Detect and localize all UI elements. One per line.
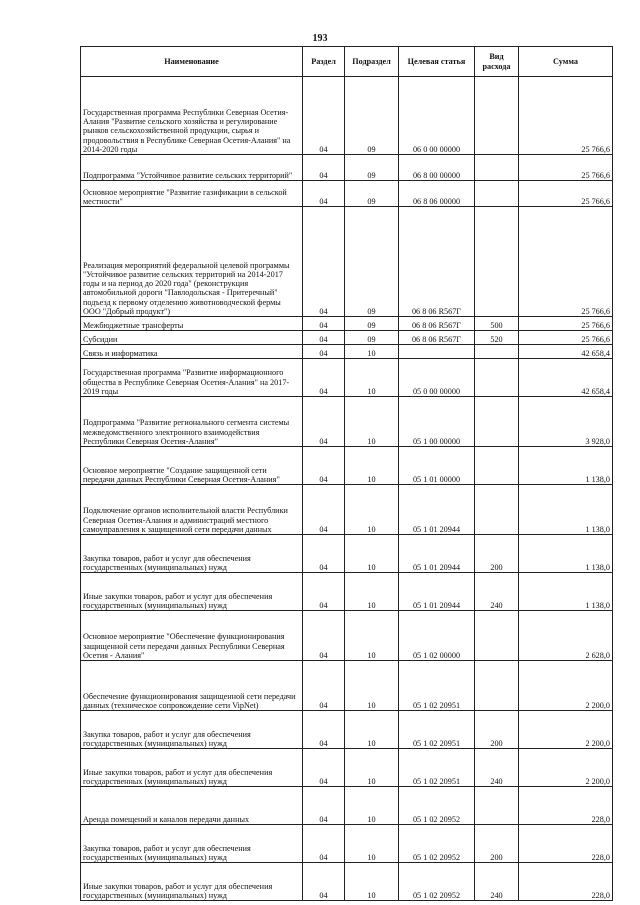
- row-target: 06 8 06 R567Г: [399, 331, 475, 345]
- table-row: [81, 155, 613, 181]
- row-subsection: 09: [345, 181, 399, 207]
- row-target: 06 8 00 00000: [399, 155, 475, 181]
- row-target: 06 8 06 00000: [399, 181, 475, 207]
- row-amount: 25 766,6: [519, 181, 613, 207]
- row-expense-type: [475, 447, 519, 485]
- row-amount: 2 200,0: [519, 661, 613, 711]
- row-expense-type: [475, 345, 519, 359]
- row-target: 05 1 00 00000: [399, 397, 475, 447]
- row-amount: 228,0: [519, 863, 613, 901]
- row-expense-type: 200: [475, 825, 519, 863]
- row-name: Иные закупки товаров, работ и услуг для обеспечения государственных (муниципальных) нужд: [81, 863, 303, 901]
- row-amount: 25 766,6: [519, 317, 613, 331]
- row-target: 06 8 06 R567Г: [399, 317, 475, 331]
- row-name: Подключение органов исполнительной власти Республики Северная Осетия-Алания и администраций местного самоуправления к защищенной сети передачи данных: [81, 485, 303, 535]
- row-expense-type: [475, 77, 519, 155]
- row-subsection: 10: [345, 611, 399, 661]
- table-row: [81, 317, 613, 331]
- row-target: 05 1 02 20951: [399, 749, 475, 787]
- row-amount: 25 766,6: [519, 331, 613, 345]
- row-amount: 42 658,4: [519, 359, 613, 397]
- row-section: 04: [303, 535, 345, 573]
- header-expense-type: Вид расхода: [475, 47, 519, 77]
- table-header-row: [81, 47, 613, 77]
- row-target: 06 8 06 R567Г: [399, 207, 475, 317]
- row-subsection: 09: [345, 317, 399, 331]
- table-row: [81, 611, 613, 661]
- table-row: [81, 331, 613, 345]
- row-name: Подпрограмма "Устойчивое развитие сельских территорий": [81, 155, 303, 181]
- row-target: 05 1 01 20944: [399, 535, 475, 573]
- row-expense-type: [475, 787, 519, 825]
- header-name: Наименование: [81, 47, 303, 77]
- row-amount: 228,0: [519, 825, 613, 863]
- row-section: 04: [303, 397, 345, 447]
- header-subsection: Подраздел: [345, 47, 399, 77]
- row-section: 04: [303, 711, 345, 749]
- table-row: [81, 447, 613, 485]
- row-expense-type: 200: [475, 535, 519, 573]
- row-name: Межбюджетные трансферты: [81, 317, 303, 331]
- row-subsection: 10: [345, 573, 399, 611]
- row-section: 04: [303, 77, 345, 155]
- row-expense-type: 520: [475, 331, 519, 345]
- row-expense-type: [475, 397, 519, 447]
- row-name: Закупка товаров, работ и услуг для обеспечения государственных (муниципальных) нужд: [81, 535, 303, 573]
- row-name: Реализация мероприятий федеральной целевой программы "Устойчивое развитие сельских территорий на 2014-2017 годы и на период до 2020 года" (реконструкция автомобильной дороги "Павлодольская - Притеречный" подъезд к первому отделению животноводческой фермы ООО "Добрый продукт"): [81, 207, 303, 317]
- row-amount: 1 138,0: [519, 573, 613, 611]
- row-target: 05 1 02 20952: [399, 787, 475, 825]
- row-subsection: 10: [345, 825, 399, 863]
- table-row: [81, 77, 613, 155]
- row-amount: 2 200,0: [519, 711, 613, 749]
- row-amount: 2 200,0: [519, 749, 613, 787]
- row-expense-type: 500: [475, 317, 519, 331]
- row-name: Аренда помещений и каналов передачи данных: [81, 787, 303, 825]
- row-section: 04: [303, 611, 345, 661]
- row-expense-type: 240: [475, 863, 519, 901]
- row-name: Подпрограмма "Развитие регионального сегмента системы межведомственного электронного взаимодействия Республики Северная Осетия-Алания": [81, 397, 303, 447]
- row-amount: 1 138,0: [519, 485, 613, 535]
- row-target: [399, 345, 475, 359]
- row-name: Государственная программа "Развитие информационного общества в Республике Северная Осетия-Алания" на 2017-2019 годы: [81, 359, 303, 397]
- table-row: [81, 485, 613, 535]
- row-target: 05 1 02 20952: [399, 863, 475, 901]
- row-section: 04: [303, 317, 345, 331]
- page-number: 193: [312, 33, 328, 44]
- row-name: Субсидии: [81, 331, 303, 345]
- row-section: 04: [303, 331, 345, 345]
- row-subsection: 09: [345, 77, 399, 155]
- row-expense-type: [475, 181, 519, 207]
- row-expense-type: [475, 155, 519, 181]
- row-name: Иные закупки товаров, работ и услуг для обеспечения государственных (муниципальных) нужд: [81, 749, 303, 787]
- row-expense-type: 240: [475, 749, 519, 787]
- header-target: Целевая статья: [399, 47, 475, 77]
- table-row: [81, 397, 613, 447]
- row-subsection: 10: [345, 447, 399, 485]
- row-subsection: 10: [345, 787, 399, 825]
- row-target: 05 1 01 20944: [399, 485, 475, 535]
- row-subsection: 10: [345, 711, 399, 749]
- table-row: [81, 573, 613, 611]
- row-target: 05 1 02 20951: [399, 711, 475, 749]
- row-amount: 3 928,0: [519, 397, 613, 447]
- table-row: [81, 345, 613, 359]
- row-name: Связь и информатика: [81, 345, 303, 359]
- row-section: 04: [303, 573, 345, 611]
- row-subsection: 10: [345, 749, 399, 787]
- row-target: 05 1 02 00000: [399, 611, 475, 661]
- table-row: [81, 711, 613, 749]
- header-section: Раздел: [303, 47, 345, 77]
- row-subsection: 10: [345, 345, 399, 359]
- row-subsection: 09: [345, 155, 399, 181]
- budget-table: [80, 46, 613, 901]
- row-subsection: 10: [345, 661, 399, 711]
- row-subsection: 10: [345, 359, 399, 397]
- row-subsection: 09: [345, 331, 399, 345]
- row-expense-type: [475, 485, 519, 535]
- table-row: [81, 181, 613, 207]
- row-section: 04: [303, 787, 345, 825]
- row-section: 04: [303, 825, 345, 863]
- row-amount: 42 658,4: [519, 345, 613, 359]
- row-expense-type: 240: [475, 573, 519, 611]
- row-section: 04: [303, 207, 345, 317]
- row-name: Иные закупки товаров, работ и услуг для обеспечения государственных (муниципальных) нужд: [81, 573, 303, 611]
- row-subsection: 09: [345, 207, 399, 317]
- row-target: 05 0 00 00000: [399, 359, 475, 397]
- table-row: [81, 661, 613, 711]
- row-name: Основное мероприятие "Обеспечение функционирования защищенной сети передачи данных Республики Северная Осетия - Алания": [81, 611, 303, 661]
- row-target: 06 0 00 00000: [399, 77, 475, 155]
- row-subsection: 10: [345, 485, 399, 535]
- row-subsection: 10: [345, 535, 399, 573]
- row-subsection: 10: [345, 863, 399, 901]
- table-row: [81, 863, 613, 901]
- row-section: 04: [303, 749, 345, 787]
- row-name: Государственная программа Республики Северная Осетия-Алания "Развитие сельского хозяйства и регулирование рынков сельскохозяйственной продукции, сырья и продовольствия в Республике Северная Осетия-Алания" на 2014-2020 годы: [81, 77, 303, 155]
- row-name: Закупка товаров, работ и услуг для обеспечения государственных (муниципальных) нужд: [81, 711, 303, 749]
- row-target: 05 1 02 20952: [399, 825, 475, 863]
- row-amount: 25 766,6: [519, 207, 613, 317]
- table-row: [81, 749, 613, 787]
- row-amount: 2 628,0: [519, 611, 613, 661]
- table-row: [81, 787, 613, 825]
- row-section: 04: [303, 661, 345, 711]
- table-row: [81, 535, 613, 573]
- row-section: 04: [303, 485, 345, 535]
- row-name: Обеспечение функционирования защищенной сети передачи данных (техническое сопровождение сети VipNet): [81, 661, 303, 711]
- row-expense-type: [475, 661, 519, 711]
- header-amount: Сумма: [519, 47, 613, 77]
- row-amount: 1 138,0: [519, 535, 613, 573]
- row-section: 04: [303, 863, 345, 901]
- row-expense-type: [475, 359, 519, 397]
- row-section: 04: [303, 359, 345, 397]
- row-amount: 25 766,6: [519, 155, 613, 181]
- row-target: 05 1 01 00000: [399, 447, 475, 485]
- row-amount: 228,0: [519, 787, 613, 825]
- row-section: 04: [303, 447, 345, 485]
- row-name: Закупка товаров, работ и услуг для обеспечения государственных (муниципальных) нужд: [81, 825, 303, 863]
- row-section: 04: [303, 181, 345, 207]
- row-amount: 1 138,0: [519, 447, 613, 485]
- row-expense-type: [475, 207, 519, 317]
- table-row: [81, 207, 613, 317]
- table-row: [81, 825, 613, 863]
- row-expense-type: [475, 611, 519, 661]
- row-target: 05 1 02 20951: [399, 661, 475, 711]
- row-section: 04: [303, 345, 345, 359]
- table-row: [81, 359, 613, 397]
- row-expense-type: 200: [475, 711, 519, 749]
- row-name: Основное мероприятие "Создание защищенной сети передачи данных Республики Северная Осетия-Алания": [81, 447, 303, 485]
- row-subsection: 10: [345, 397, 399, 447]
- row-name: Основное мероприятие "Развитие газификации в сельской местности": [81, 181, 303, 207]
- row-amount: 25 766,6: [519, 77, 613, 155]
- row-section: 04: [303, 155, 345, 181]
- row-target: 05 1 01 20944: [399, 573, 475, 611]
